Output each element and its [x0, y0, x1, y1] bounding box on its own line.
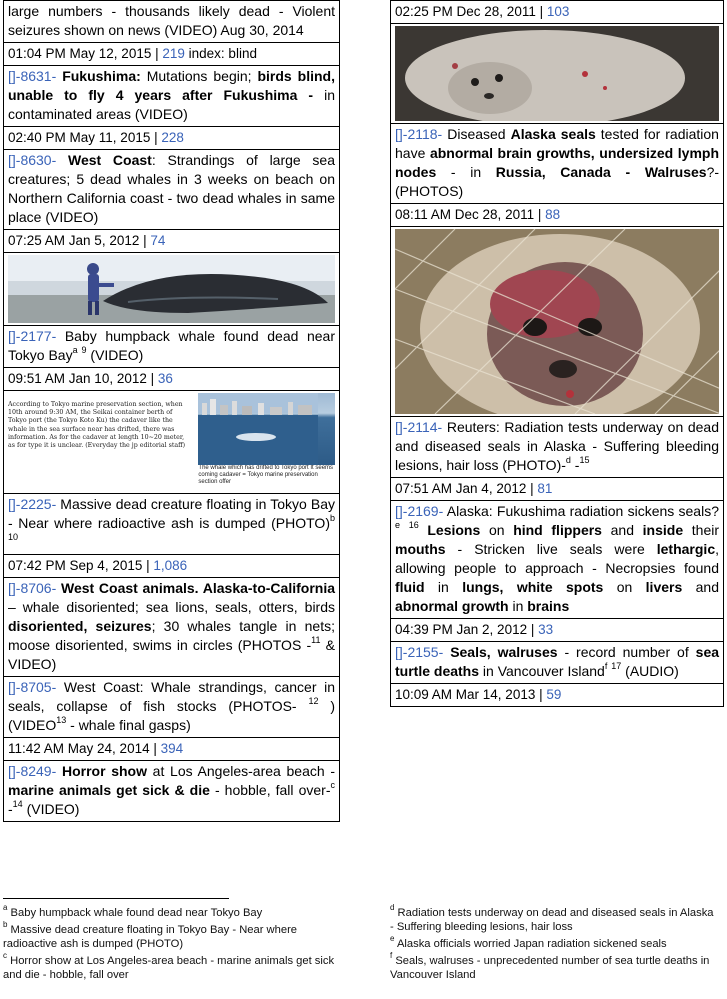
- footnote: $^b$ Massive dead creature floating in Tokyo Bay - Near where radioactive ash is dumped (PHOTO): [3, 920, 298, 950]
- count-link[interactable]: 228: [161, 130, 184, 145]
- timestamp-row: 10:09 AM Mar 14, 2013 | 59: [390, 684, 724, 707]
- footnote: $^e$ Alaska officials worried Japan radiation sickened seals: [390, 934, 667, 950]
- article-clipping: [8, 393, 335, 491]
- right-column: [390, 0, 724, 707]
- footnote: $^d$ Radiation tests underway on dead and diseased seals in Alaska - Suffering bleeding lesions, hair loss: [390, 903, 714, 933]
- entry-id-link[interactable]: []-2225-: [8, 496, 57, 512]
- entry-id-link[interactable]: []-8705-: [8, 679, 57, 695]
- footnotes-left: [3, 903, 348, 985]
- entry-8631: []-8631- Fukushima: Mutations begin; birds blind, unable to fly 4 years after Fukushima - in contaminated areas (VIDEO): [3, 66, 340, 127]
- timestamp-row: 11:42 AM May 24, 2014 | 394: [3, 738, 340, 761]
- count-link[interactable]: 88: [545, 207, 561, 222]
- entry-continued: large numbers - thousands likely dead - Violent seizures shown on news (VIDEO) Aug 30, 2014: [3, 0, 340, 43]
- dead-whale-photo: [8, 255, 335, 323]
- count-link[interactable]: 103: [546, 4, 570, 19]
- article-clip-box: [3, 391, 340, 494]
- entry-id-link[interactable]: []-2155-: [395, 644, 444, 660]
- timestamp-row: 08:11 AM Dec 28, 2011 | 88: [390, 204, 724, 227]
- entry-id-link[interactable]: []-2118-: [395, 126, 443, 142]
- entry-8706: []-8706- West Coast animals. Alaska-to-California – whale disoriented; sea lions, seals, otters, birds disoriented, seizures; 30 whales tangle in nets; moose disoriented, swims in circles (PHOTOS -$^{11}$ & VIDEO): [3, 578, 340, 677]
- entry-8249: []-8249- Horror show at Los Angeles-area beach - marine animals get sick & die - hobble, fall over-$^c$ -$^{14}$ (VIDEO): [3, 761, 340, 822]
- tokyo-bay-photo: [198, 393, 335, 465]
- count-link[interactable]: 219: [162, 46, 185, 61]
- footnote-divider: [3, 898, 229, 899]
- count-link[interactable]: 33: [538, 622, 554, 637]
- article-clip-text: According to Tokyo marine preservation section, when 10th around 9:30 AM, the Seikai container berth of Tokyo port (the Tokyo Koto Ku) the cadaver like the whale in the sea surface near has drifted, there was information. As for the cadaver at length 10~20 meter, as for type it is unclear. (Everyday the jp editorial staff): [8, 401, 186, 450]
- seal-photo-box: [390, 24, 724, 124]
- entry-2118: []-2118- Diseased Alaska seals tested for radiation have abnormal brain growths, undersized lymph nodes - in Russia, Canada - Walruses?- (PHOTOS): [390, 124, 724, 204]
- count-link[interactable]: 394: [160, 741, 184, 756]
- timestamp-row: 07:42 PM Sep 4, 2015 | 1,086: [3, 555, 340, 578]
- entry-id-link[interactable]: []-2114-: [395, 419, 443, 435]
- left-column: [3, 0, 340, 822]
- entry-2169: []-2169- Alaska: Fukushima radiation sickens seals?$^e$ $^{16}$ Lesions on hind flippers and inside their mouths - Stricken live seals were lethargic, allowing people to approach - Necropsies found fluid in lungs, white spots on livers and abnormal growth in brains: [390, 501, 724, 619]
- count-link[interactable]: 59: [546, 687, 562, 702]
- entry-2114: []-2114- Reuters: Radiation tests underway on dead and diseased seals in Alaska - Suffering bleeding lesions, hair loss (PHOTO)-$^d$ -$^{15}$: [390, 417, 724, 478]
- footnote: $^f$ Seals, walruses - unprecedented number of sea turtle deaths in Vancouver Island: [390, 951, 710, 981]
- seal-net-illustration: [395, 229, 719, 414]
- entry-2177: []-2177- Baby humpback whale found dead near Tokyo Bay$^a$ $^9$ (VIDEO): [3, 326, 340, 368]
- timestamp-row: 09:51 AM Jan 10, 2012 | 36: [3, 368, 340, 391]
- tokyo-bay-illustration: [198, 393, 318, 465]
- article-photo-wrap: [198, 393, 335, 491]
- entry-2155: []-2155- Seals, walruses - record number of sea turtle deaths in Vancouver Island$^f$ $^{17}$ (AUDIO): [390, 642, 724, 684]
- diseased-seal-photo: [395, 26, 719, 121]
- entry-id-link[interactable]: []-8249-: [8, 763, 57, 779]
- count-link[interactable]: 1,086: [153, 558, 188, 573]
- entry-id-link[interactable]: []-8630-: [8, 152, 57, 168]
- count-link[interactable]: 81: [537, 481, 553, 496]
- timestamp-row: 01:04 PM May 12, 2015 | 219 index: blind: [3, 43, 340, 66]
- footnote: $^c$ Horror show at Los Angeles-area beach - marine animals get sick and die - hobble, fall over: [3, 951, 335, 981]
- footnote: $^a$ Baby humpback whale found dead near Tokyo Bay: [3, 903, 263, 919]
- seal-in-net-photo: [395, 229, 719, 414]
- article-photo-caption: The whale which has drifted to Tokyo port It seems coming cadaver = Tokyo marine preservation section offer: [198, 465, 334, 485]
- whale-photo-box: [3, 253, 340, 326]
- timestamp-row: 02:40 PM May 11, 2015 | 228: [3, 127, 340, 150]
- count-link[interactable]: 36: [157, 371, 173, 386]
- timestamp-row: 02:25 PM Dec 28, 2011 | 103: [390, 0, 724, 24]
- seal-net-photo-box: [390, 227, 724, 417]
- entry-8630: []-8630- West Coast: Strandings of large sea creatures; 5 dead whales in 3 weeks on beach on Northern California coast - two dead whales in same place (VIDEO): [3, 150, 340, 230]
- timestamp-row: 07:25 AM Jan 5, 2012 | 74: [3, 230, 340, 253]
- whale-photo-illustration: [8, 255, 335, 323]
- timestamp-row: 07:51 AM Jan 4, 2012 | 81: [390, 478, 724, 501]
- entry-8705: []-8705- West Coast: Whale strandings, cancer in seals, collapse of fish stocks (PHOTOS- $^{12}$ ) (VIDEO$^{13}$ - whale final gasps): [3, 677, 340, 738]
- timestamp-row: 04:39 PM Jan 2, 2012 | 33: [390, 619, 724, 642]
- count-link[interactable]: 74: [150, 233, 166, 248]
- entry-id-link[interactable]: []-8631-: [8, 68, 57, 84]
- entry-id-link[interactable]: []-2169-: [395, 503, 444, 519]
- entry-id-link[interactable]: []-8706-: [8, 580, 57, 596]
- seal-photo-illustration: [395, 26, 719, 121]
- entry-id-link[interactable]: []-2177-: [8, 328, 57, 344]
- entry-2225: []-2225- Massive dead creature floating in Tokyo Bay - Near where radioactive ash is dumped (PHOTO)$^b$ $^{10}$: [3, 494, 340, 555]
- footnotes-right: [390, 903, 720, 985]
